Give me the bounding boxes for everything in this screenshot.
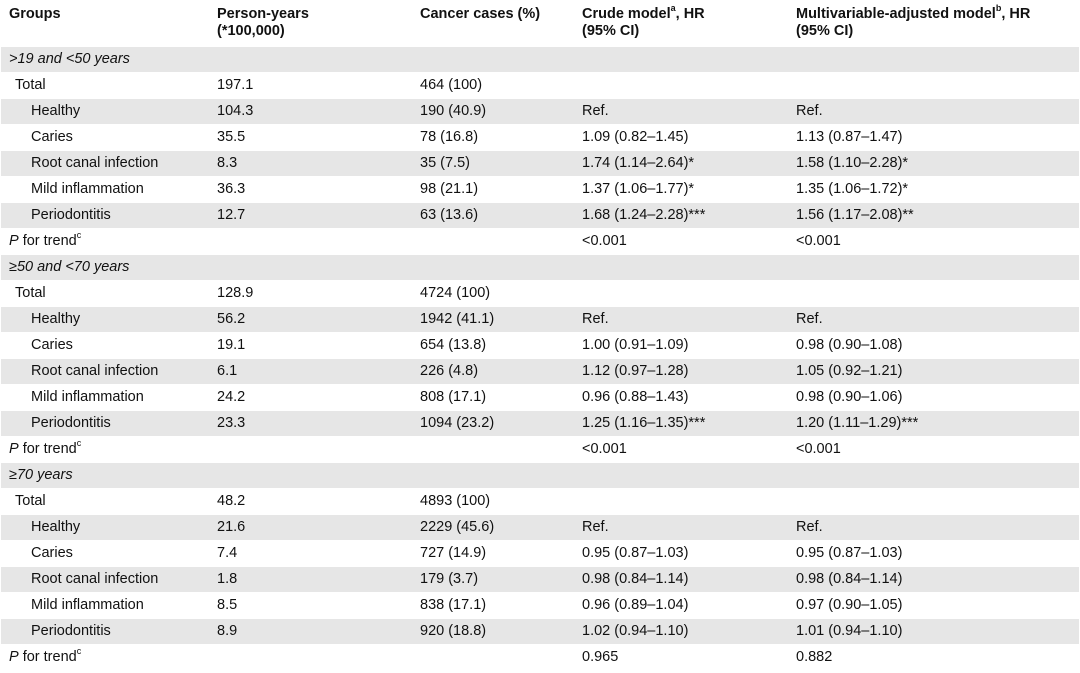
group-label: Root canal infection xyxy=(1,567,209,593)
person-years-cell: 23.3 xyxy=(209,411,412,437)
crude-hr-cell: Ref. xyxy=(574,307,788,333)
person-years-cell: 104.3 xyxy=(209,99,412,125)
header-adjusted-model: Multivariable-adjusted model$^b$, HR (95% CI) xyxy=(796,3,1031,39)
table-row xyxy=(1,515,1079,541)
cases-cell: 920 (18.8) xyxy=(412,619,574,645)
group-label: Mild inflammation xyxy=(1,385,209,411)
header-person-years: Person-years (*100,000) xyxy=(217,6,309,39)
cases-cell: 226 (4.8) xyxy=(412,359,574,385)
group-label: Caries xyxy=(1,125,209,151)
table-row xyxy=(1,359,1079,385)
total-row xyxy=(1,281,1079,307)
group-label: Periodontitis xyxy=(1,203,209,229)
p-trend-row xyxy=(1,229,1079,255)
crude-hr-cell: 0.98 (0.84–1.14) xyxy=(574,567,788,593)
adjusted-hr-cell: 0.95 (0.87–1.03) xyxy=(788,541,1079,567)
cases-cell: 654 (13.8) xyxy=(412,333,574,359)
cases-cell: 4893 (100) xyxy=(412,489,574,515)
cases-cell: 98 (21.1) xyxy=(412,177,574,203)
crude-hr-cell xyxy=(574,73,788,99)
table-row xyxy=(1,333,1079,359)
crude-hr-cell: 1.74 (1.14–2.64)* xyxy=(574,151,788,177)
person-years-cell: 21.6 xyxy=(209,515,412,541)
crude-p-trend: <0.001 xyxy=(574,437,788,463)
group-label: Healthy xyxy=(1,307,209,333)
adjusted-hr-cell: 1.13 (0.87–1.47) xyxy=(788,125,1079,151)
section-title-row xyxy=(1,47,1079,73)
crude-hr-cell: 0.96 (0.89–1.04) xyxy=(574,593,788,619)
cases-cell: 1942 (41.1) xyxy=(412,307,574,333)
section-title-row xyxy=(1,463,1079,489)
adjusted-hr-cell: 0.98 (0.90–1.08) xyxy=(788,333,1079,359)
p-trend-label: P for trend$^c$ xyxy=(1,645,209,671)
adjusted-hr-cell: 1.58 (1.10–2.28)* xyxy=(788,151,1079,177)
cases-cell: 78 (16.8) xyxy=(412,125,574,151)
person-years-cell: 36.3 xyxy=(209,177,412,203)
group-label: Healthy xyxy=(1,99,209,125)
total-row xyxy=(1,73,1079,99)
person-years-cell: 19.1 xyxy=(209,333,412,359)
table-row xyxy=(1,177,1079,203)
person-years-cell xyxy=(209,229,412,255)
table-row xyxy=(1,99,1079,125)
person-years-cell: 35.5 xyxy=(209,125,412,151)
adjusted-hr-cell: Ref. xyxy=(788,515,1079,541)
adjusted-hr-cell xyxy=(788,281,1079,307)
header-cancer-cases: Cancer cases (%) xyxy=(420,6,541,22)
group-label: Healthy xyxy=(1,515,209,541)
crude-hr-cell: Ref. xyxy=(574,515,788,541)
cases-cell: 838 (17.1) xyxy=(412,593,574,619)
total-label: Total xyxy=(1,281,209,307)
p-trend-label: P for trend$^c$ xyxy=(1,229,209,255)
cases-cell xyxy=(412,645,574,671)
total-label: Total xyxy=(1,73,209,99)
adjusted-hr-cell: 1.20 (1.11–1.29)*** xyxy=(788,411,1079,437)
person-years-cell: 197.1 xyxy=(209,73,412,99)
group-label: Root canal infection xyxy=(1,359,209,385)
person-years-cell: 48.2 xyxy=(209,489,412,515)
adjusted-hr-cell xyxy=(788,489,1079,515)
results-table xyxy=(1,0,1079,670)
p-trend-label: P for trend$^c$ xyxy=(1,437,209,463)
section-title: ≥50 and <70 years xyxy=(1,255,1079,281)
section-title: ≥70 years xyxy=(1,463,1079,489)
header-crude-model: Crude model$^a$, HR (95% CI) xyxy=(582,3,705,39)
crude-hr-cell: 1.37 (1.06–1.77)* xyxy=(574,177,788,203)
cases-cell: 190 (40.9) xyxy=(412,99,574,125)
crude-hr-cell xyxy=(574,281,788,307)
crude-hr-cell xyxy=(574,489,788,515)
person-years-cell: 7.4 xyxy=(209,541,412,567)
crude-hr-cell: 1.09 (0.82–1.45) xyxy=(574,125,788,151)
table-row xyxy=(1,541,1079,567)
group-label: Caries xyxy=(1,333,209,359)
group-label: Root canal infection xyxy=(1,151,209,177)
table-body xyxy=(1,47,1079,671)
adjusted-hr-cell: Ref. xyxy=(788,307,1079,333)
person-years-cell: 8.9 xyxy=(209,619,412,645)
header-groups: Groups xyxy=(9,6,61,22)
person-years-cell: 56.2 xyxy=(209,307,412,333)
cases-cell: 35 (7.5) xyxy=(412,151,574,177)
crude-hr-cell: 1.00 (0.91–1.09) xyxy=(574,333,788,359)
total-label: Total xyxy=(1,489,209,515)
adjusted-p-trend: 0.882 xyxy=(788,645,1079,671)
crude-hr-cell: 1.68 (1.24–2.28)*** xyxy=(574,203,788,229)
group-label: Periodontitis xyxy=(1,619,209,645)
table-row xyxy=(1,567,1079,593)
crude-hr-cell: 1.25 (1.16–1.35)*** xyxy=(574,411,788,437)
cases-cell: 179 (3.7) xyxy=(412,567,574,593)
adjusted-hr-cell: 1.56 (1.17–2.08)** xyxy=(788,203,1079,229)
adjusted-hr-cell: 1.05 (0.92–1.21) xyxy=(788,359,1079,385)
table-row xyxy=(1,411,1079,437)
table-row xyxy=(1,203,1079,229)
cases-cell xyxy=(412,229,574,255)
adjusted-hr-cell: 0.98 (0.90–1.06) xyxy=(788,385,1079,411)
cases-cell: 464 (100) xyxy=(412,73,574,99)
table-row xyxy=(1,619,1079,645)
person-years-cell: 8.5 xyxy=(209,593,412,619)
table-row xyxy=(1,125,1079,151)
cases-cell: 727 (14.9) xyxy=(412,541,574,567)
group-label: Mild inflammation xyxy=(1,593,209,619)
person-years-cell: 12.7 xyxy=(209,203,412,229)
cases-cell xyxy=(412,437,574,463)
adjusted-hr-cell: 0.97 (0.90–1.05) xyxy=(788,593,1079,619)
adjusted-hr-cell: 1.35 (1.06–1.72)* xyxy=(788,177,1079,203)
cases-cell: 4724 (100) xyxy=(412,281,574,307)
crude-hr-cell: 0.96 (0.88–1.43) xyxy=(574,385,788,411)
cases-cell: 2229 (45.6) xyxy=(412,515,574,541)
crude-hr-cell: 1.02 (0.94–1.10) xyxy=(574,619,788,645)
p-trend-row xyxy=(1,437,1079,463)
adjusted-hr-cell xyxy=(788,73,1079,99)
table-row xyxy=(1,593,1079,619)
person-years-cell: 6.1 xyxy=(209,359,412,385)
cases-cell: 808 (17.1) xyxy=(412,385,574,411)
table-header xyxy=(1,0,1079,47)
crude-hr-cell: Ref. xyxy=(574,99,788,125)
adjusted-hr-cell: 1.01 (0.94–1.10) xyxy=(788,619,1079,645)
person-years-cell xyxy=(209,437,412,463)
p-trend-row xyxy=(1,645,1079,671)
cases-cell: 63 (13.6) xyxy=(412,203,574,229)
cases-cell: 1094 (23.2) xyxy=(412,411,574,437)
table-row xyxy=(1,385,1079,411)
group-label: Mild inflammation xyxy=(1,177,209,203)
crude-p-trend: <0.001 xyxy=(574,229,788,255)
adjusted-hr-cell: 0.98 (0.84–1.14) xyxy=(788,567,1079,593)
adjusted-p-trend: <0.001 xyxy=(788,437,1079,463)
total-row xyxy=(1,489,1079,515)
person-years-cell: 128.9 xyxy=(209,281,412,307)
table-row xyxy=(1,151,1079,177)
person-years-cell: 1.8 xyxy=(209,567,412,593)
crude-p-trend: 0.965 xyxy=(574,645,788,671)
section-title-row xyxy=(1,255,1079,281)
adjusted-p-trend: <0.001 xyxy=(788,229,1079,255)
person-years-cell: 24.2 xyxy=(209,385,412,411)
crude-hr-cell: 1.12 (0.97–1.28) xyxy=(574,359,788,385)
crude-hr-cell: 0.95 (0.87–1.03) xyxy=(574,541,788,567)
table-row xyxy=(1,307,1079,333)
section-title: >19 and <50 years xyxy=(1,47,1079,73)
person-years-cell: 8.3 xyxy=(209,151,412,177)
person-years-cell xyxy=(209,645,412,671)
adjusted-hr-cell: Ref. xyxy=(788,99,1079,125)
group-label: Periodontitis xyxy=(1,411,209,437)
group-label: Caries xyxy=(1,541,209,567)
